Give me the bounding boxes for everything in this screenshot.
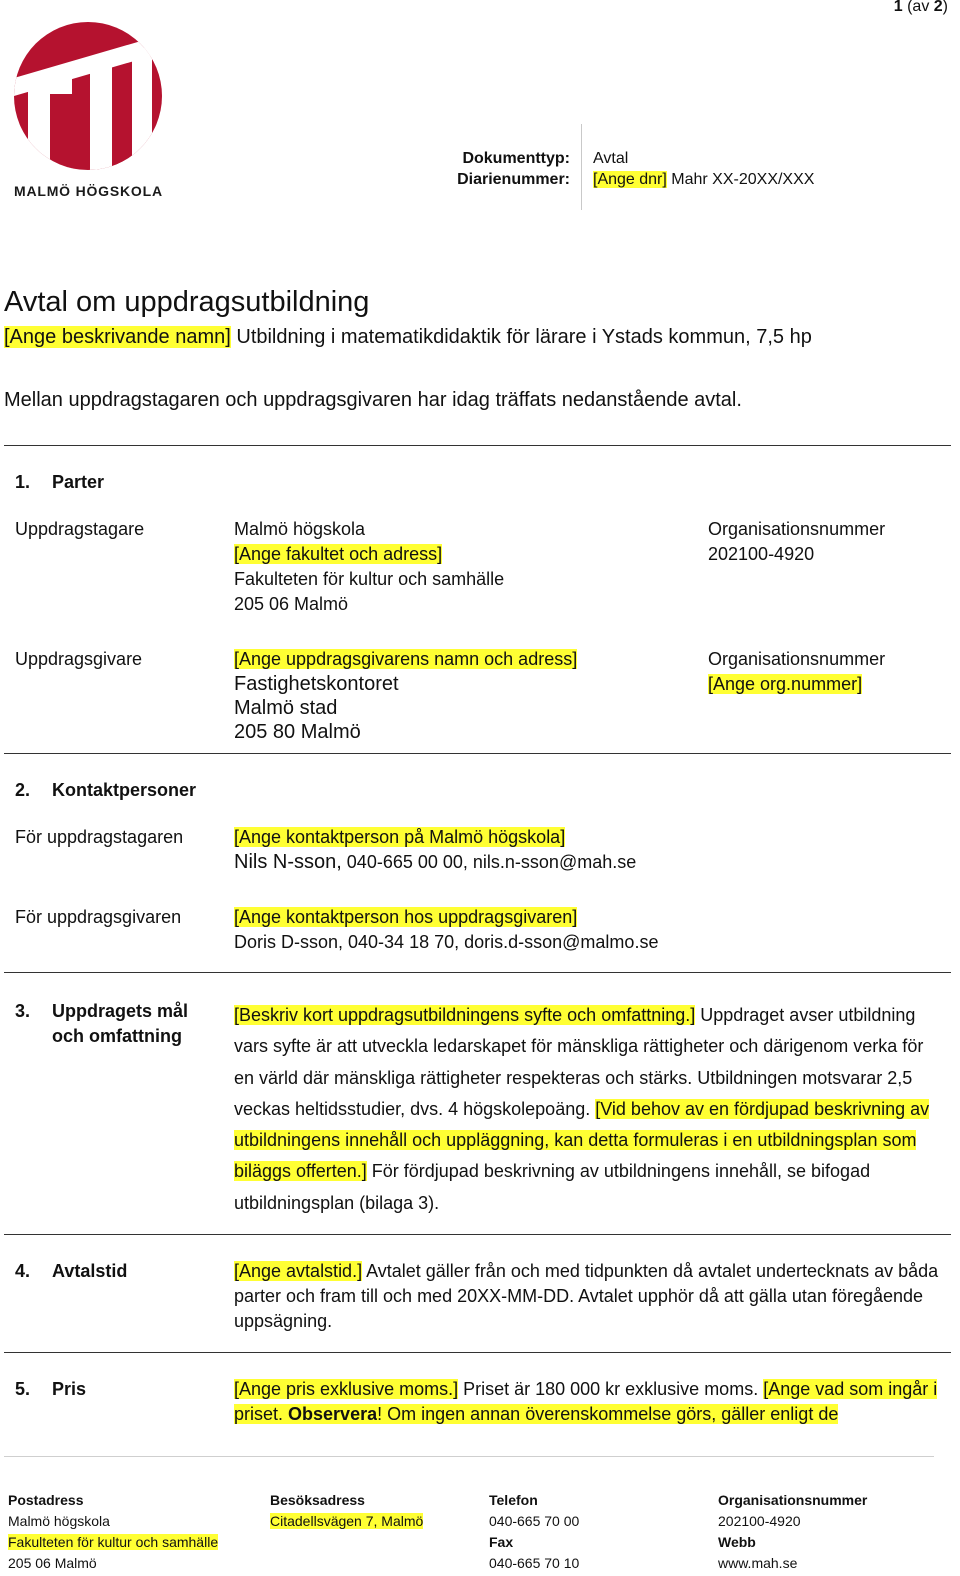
- meta-values: [593, 148, 814, 190]
- section-title-line-1: Uppdragets mål: [52, 1001, 189, 1021]
- section-2-heading: [15, 780, 196, 801]
- footer-visit: [270, 1490, 423, 1532]
- section-number: 3.: [15, 1001, 31, 1021]
- contractor-name: Malmö högskola: [234, 519, 366, 539]
- footer-divider: [4, 1456, 934, 1457]
- diary-placeholder: [Ange dnr]: [593, 171, 667, 188]
- section-number: 4.: [15, 1261, 31, 1281]
- document-title: Avtal om uppdragsutbildning: [4, 286, 370, 318]
- client-org-placeholder: [Ange org.nummer]: [708, 674, 863, 694]
- section-3-body: [234, 1000, 940, 1219]
- footer-fax-number: 040-665 70 10: [489, 1555, 580, 1571]
- intro-text: Mellan uppdragstagaren och uppdragsgivaren har idag träffats nedanstående avtal.: [4, 389, 742, 411]
- contractor-org: [708, 517, 885, 567]
- contact-contractor-details: 040-665 00 00, nils.n-sson@mah.se: [341, 852, 637, 872]
- section-title: Pris: [52, 1379, 87, 1399]
- contractor-postal: 205 06 Malmö: [234, 594, 349, 614]
- subtitle-text: Utbildning i matematikdidaktik för lärare i Ystads kommun, 7,5 hp: [230, 326, 812, 348]
- contractor-address: [234, 517, 504, 617]
- page-of: (av: [902, 0, 934, 15]
- observera-label: Observera: [288, 1404, 378, 1424]
- meta-divider: [581, 124, 582, 210]
- section-4-body: [234, 1259, 940, 1334]
- term-text: Avtalet gäller från och med tidpunkten då avtalet undertecknats av båda parter och fram till och med 20XX-MM-DD. Avtalet upphör då att gälla utan föregående uppsägning.: [234, 1261, 939, 1331]
- section-title: Kontaktpersoner: [52, 780, 197, 800]
- section-divider: [4, 753, 951, 754]
- plan-text: För fördjupad beskrivning av utbildningens innehåll, se bifogad utbildningsplan (bilaga 3).: [234, 1161, 871, 1213]
- client-line-3: 205 80 Malmö: [234, 721, 361, 743]
- footer-postal-line-1: Malmö högskola: [8, 1513, 110, 1529]
- contractor-faculty: Fakulteten för kultur och samhälle: [234, 569, 505, 589]
- purpose-text: Uppdraget avser utbildning vars syfte är att utveckla ledarskapet för mänskliga rättigheter och därigenom verka för en värld där mänskliga rättigheter respekteras och stärks. Utbildningen motsvarar 2,5 veckas heltidsstudier, dvs. 4 högskolepoäng.: [234, 1005, 924, 1119]
- contact-client-details: Doris D-sson, 040-34 18 70, doris.d-sson@malmo.se: [234, 932, 659, 952]
- contact-contractor-placeholder: [Ange kontaktperson på Malmö högskola]: [234, 827, 566, 847]
- client-placeholder: [Ange uppdragsgivarens namn och adress]: [234, 649, 578, 669]
- section-number: 1.: [15, 472, 31, 492]
- section-divider: [4, 1234, 951, 1235]
- section-divider: [4, 1352, 951, 1353]
- footer-phone-head: Telefon: [489, 1492, 538, 1508]
- contact-client-label: För uppdragsgivaren: [15, 907, 182, 927]
- contractor-org-label: Organisationsnummer: [708, 519, 886, 539]
- meta-labels: [430, 148, 570, 190]
- doc-type-value: Avtal: [593, 150, 629, 167]
- contractor-label: Uppdragstagare: [15, 519, 145, 539]
- section-title-line-2: och omfattning: [52, 1026, 182, 1046]
- footer-web-link[interactable]: www.mah.se: [718, 1555, 798, 1571]
- term-placeholder: [Ange avtalstid.]: [234, 1261, 363, 1281]
- section-divider: [4, 972, 951, 973]
- footer-visit-line-1: Citadellsvägen 7, Malmö: [270, 1513, 424, 1529]
- contact-contractor: [234, 825, 636, 875]
- footer-postal-line-3: 205 06 Malmö: [8, 1555, 97, 1571]
- diary-value: [593, 169, 814, 190]
- page-current: 1: [893, 0, 903, 15]
- client-line-2: Malmö stad: [234, 697, 338, 719]
- client-label: Uppdragsgivare: [15, 649, 143, 669]
- contact-contractor-name: Nils N-sson,: [234, 851, 342, 873]
- client-org-label: Organisationsnummer: [708, 649, 886, 669]
- section-number: 5.: [15, 1379, 31, 1399]
- contact-client-placeholder: [Ange kontaktperson hos uppdragsgivaren]: [234, 907, 578, 927]
- section-3-heading: [15, 999, 188, 1049]
- document-subtitle: [4, 326, 812, 349]
- logo-wordmark: MALMÖ HÖGSKOLA: [14, 183, 163, 199]
- page-indicator: [894, 0, 948, 16]
- price-placeholder: [Ange pris exklusive moms.]: [234, 1379, 459, 1399]
- client-org: [708, 647, 885, 697]
- footer-postal-line-2: Fakulteten för kultur och samhälle: [8, 1534, 219, 1550]
- diary-label: Diarienummer:: [457, 171, 570, 188]
- plan-placeholder: [Vid behov av en fördjupad beskrivning av utbildningens innehåll och uppläggning, kan detta formuleras i en utbildningsplan som biläggs offerten.]: [234, 1098, 930, 1182]
- footer-postal: [8, 1490, 218, 1574]
- section-title: Avtalstid: [52, 1261, 128, 1281]
- client-address: [234, 647, 577, 744]
- footer-postal-head: Postadress: [8, 1492, 84, 1508]
- purpose-placeholder: [Beskriv kort uppdragsutbildningens syfte och omfattning.]: [234, 1005, 696, 1025]
- malmo-hogskola-logo: [12, 20, 164, 172]
- section-divider: [4, 445, 951, 446]
- includes-placeholder-cont: ! Om ingen annan överenskommelse görs, gäller enligt de: [377, 1404, 839, 1424]
- footer-org-head: Organisationsnummer: [718, 1492, 868, 1508]
- footer-phone-number: 040-665 70 00: [489, 1513, 580, 1529]
- section-4-heading: [15, 1261, 127, 1282]
- subtitle-placeholder: [Ange beskrivande namn]: [4, 326, 231, 348]
- contact-client: [234, 905, 658, 955]
- contractor-org-value: 202100-4920: [708, 544, 815, 564]
- diary-number: Mahr XX-20XX/XXX: [666, 171, 815, 188]
- price-text: Priset är 180 000 kr exklusive moms.: [458, 1379, 764, 1399]
- section-5-heading: [15, 1379, 86, 1400]
- contractor-placeholder: [Ange fakultet och adress]: [234, 544, 443, 564]
- footer-web-head: Webb: [718, 1534, 756, 1550]
- section-1-heading: [15, 472, 104, 493]
- page-close: ): [942, 0, 948, 15]
- footer-visit-head: Besöksadress: [270, 1492, 365, 1508]
- includes-placeholder: [Ange vad som ingår i priset.: [234, 1379, 938, 1424]
- footer-fax-head: Fax: [489, 1534, 514, 1550]
- footer-org-number: 202100-4920: [718, 1513, 801, 1529]
- section-title: Parter: [52, 472, 105, 492]
- contact-contractor-label: För uppdragstagaren: [15, 827, 184, 847]
- doc-type-label: Dokumenttyp:: [462, 150, 570, 167]
- page-total: 2: [933, 0, 943, 15]
- client-line-1: Fastighetskontoret: [234, 673, 399, 695]
- section-5-body: [234, 1377, 940, 1427]
- section-number: 2.: [15, 780, 31, 800]
- footer-org: [718, 1490, 867, 1574]
- footer-phone: [489, 1490, 579, 1574]
